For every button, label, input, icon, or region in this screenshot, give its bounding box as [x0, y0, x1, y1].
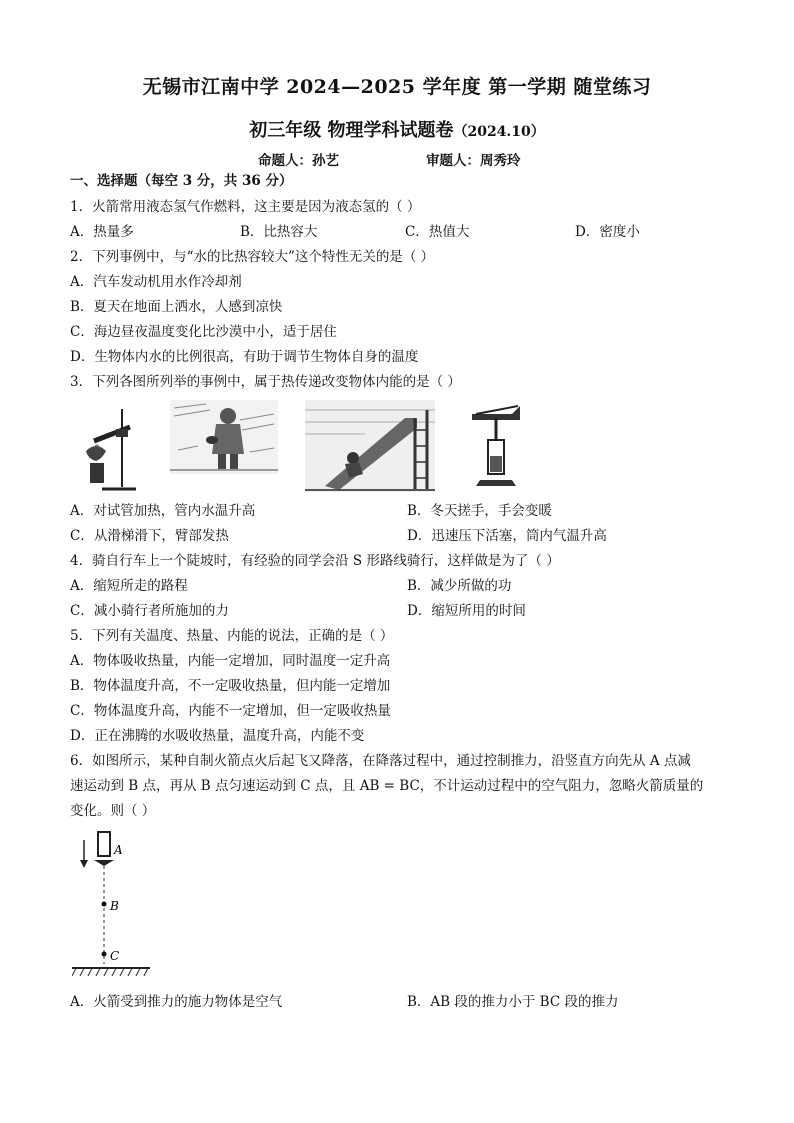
q1-option-b: B．比热容大	[240, 224, 318, 240]
q1-option-a: A．热量多	[70, 224, 134, 240]
q1-option-c: C．热值大	[405, 224, 470, 240]
q2-option-a: A．汽车发动机用水作冷却剂	[70, 274, 242, 290]
q3-option-c: C．从滑梯滑下，臂部发热	[70, 528, 229, 544]
q5-option-b: B．物体温度升高，不一定吸收热量，但内能一定增加	[70, 678, 391, 694]
exam-subtitle	[0, 116, 794, 142]
q1-option-d: D．密度小	[575, 224, 640, 240]
rubbing-hands-figure	[170, 400, 278, 474]
point-c-label: C	[110, 949, 120, 963]
q3-stem: 3．下列各图所列举的事例中，属于热传递改变物体内能的是（ ）	[70, 374, 461, 390]
q4-option-b: B．减少所做的功	[407, 578, 512, 594]
exam-date: （2024.10）	[453, 124, 545, 140]
piston-cylinder-figure	[466, 400, 526, 492]
q6-option-b: B．AB 段的推力小于 BC 段的推力	[407, 994, 619, 1010]
q4-option-d: D．缩短所用的时间	[407, 603, 526, 619]
q5-option-a: A．物体吸收热量，内能一定增加，同时温度一定升高	[70, 653, 391, 669]
q2-option-b: B．夏天在地面上洒水，人感到凉快	[70, 299, 283, 315]
q2-option-c: C．海边昼夜温度变化比沙漠中小，适于居住	[70, 324, 337, 340]
section-heading: 一、选择题（每空 3 分，共 36 分）	[70, 173, 293, 189]
q5-option-c: C．物体温度升高，内能不一定增加，但一定吸收热量	[70, 703, 391, 719]
q3-option-a: A．对试管加热，管内水温升高	[70, 503, 256, 519]
q4-option-c: C．减小骑行者所施加的力	[70, 603, 229, 619]
q3-option-d: D．迅速压下活塞，筒内气温升高	[407, 528, 607, 544]
q4-stem: 4．骑自行车上一个陡坡时，有经验的同学会沿 S 形路线骑行，这样做是为了（ ）	[70, 553, 560, 569]
q3-option-b: B．冬天搓手，手会变暖	[407, 503, 552, 519]
reviewer: 审题人：周秀玲	[426, 153, 521, 169]
rocket-descent-figure	[72, 826, 158, 980]
q2-stem: 2．下列事例中，与“水的比热容较大”这个特性无关的是（ ）	[70, 249, 435, 265]
test-tube-heating-figure	[72, 403, 142, 495]
q6-option-a: A．火箭受到推力的施力物体是空气	[70, 994, 283, 1010]
q4-option-a: A．缩短所走的路程	[70, 578, 188, 594]
exam-title: 无锡市江南中学 2024—2025 学年度 第一学期 随堂练习	[142, 76, 652, 98]
q5-option-d: D．正在沸腾的水吸收热量，温度升高，内能不变	[70, 728, 365, 744]
author: 命题人：孙艺	[258, 153, 339, 169]
slide-figure	[305, 400, 435, 492]
q6-stem-line1: 6．如图所示，某种自制火箭点火后起飞又降落，在降落过程中，通过控制推力，沿竖直方向先从 A 点减	[70, 753, 691, 769]
point-a-label: A	[114, 843, 123, 857]
exam-subtitle-text: 初三年级 物理学科试题卷	[249, 120, 454, 141]
q5-stem: 5．下列有关温度、热量、内能的说法，正确的是（ ）	[70, 628, 394, 644]
q6-stem-line3: 变化。则（ ）	[70, 803, 156, 819]
q1-stem: 1．火箭常用液态氢气作燃料，这主要是因为液态氢的（ ）	[70, 199, 421, 215]
q2-option-d: D．生物体内水的比例很高，有助于调节生物体自身的温度	[70, 349, 419, 365]
q6-stem-line2: 速运动到 B 点，再从 B 点匀速运动到 C 点，且 AB = BC，不计运动过程中的空气阻力，忽略火箭质量的	[70, 778, 704, 794]
point-b-label: B	[110, 899, 119, 913]
